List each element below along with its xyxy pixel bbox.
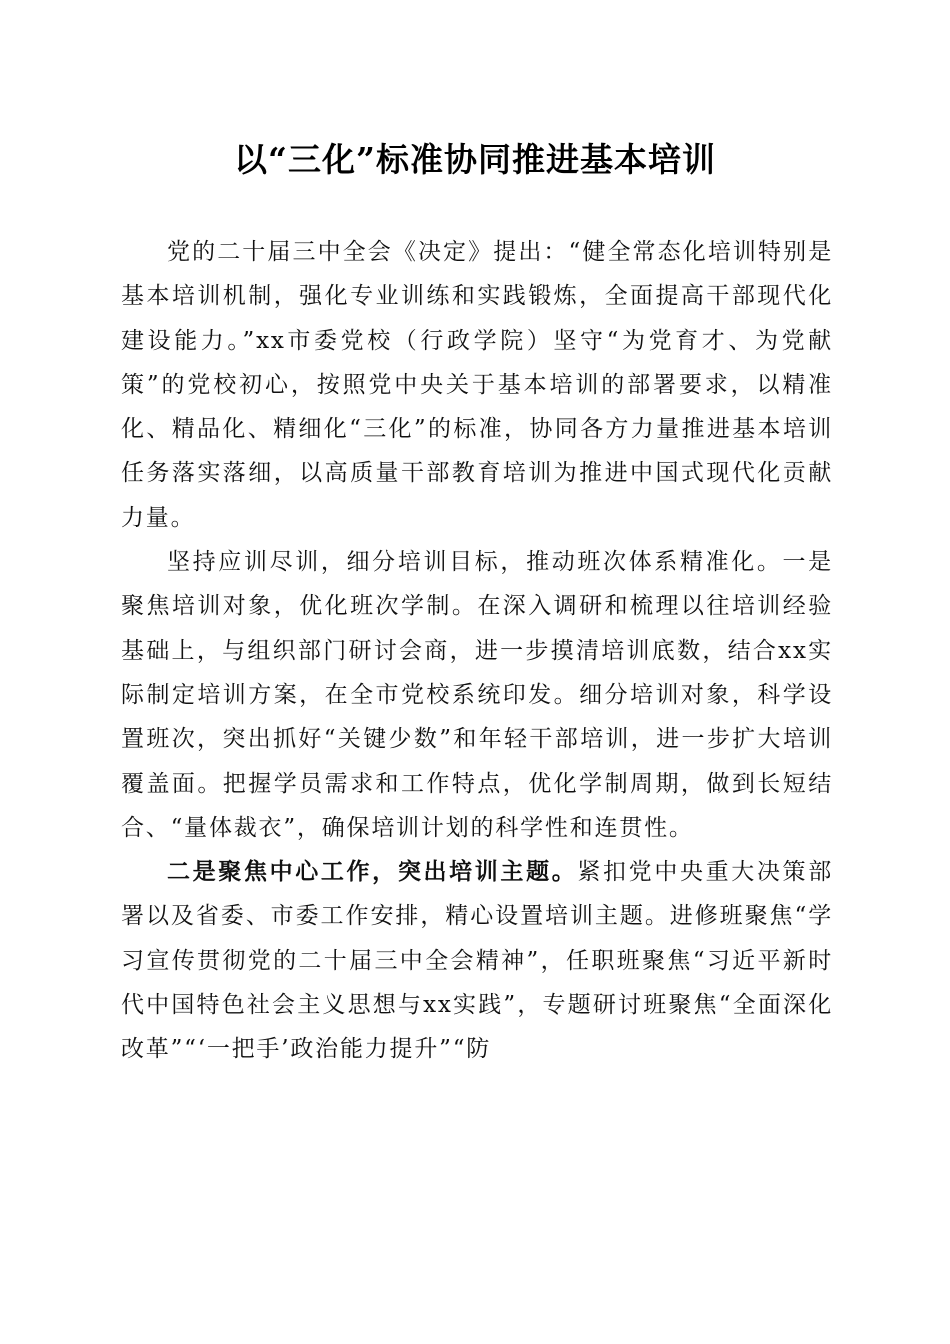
paragraph-3: [121, 850, 833, 1071]
paragraph-1-text: 党的二十届三中全会《决定》提出：“健全常态化培训特别是基本培训机制，强化专业训练和实践锻炼，全面提高干部现代化建设能力。”xx市委党校（行政学院）坚守“为党育才、为党献策”的党校初心，按照党中央关于基本培训的部署要求，以精准化、精品化、精细化“三化”的标准，协同各方力量推进基本培训任务落实落细，以高质量干部教育培训为推进中国式现代化贡献力量。: [121, 239, 833, 531]
paragraph-2-text: 坚持应训尽训，细分培训目标，推动班次体系精准化。一是聚焦培训对象，优化班次学制。在深入调研和梳理以往培训经验基础上，与组织部门研讨会商，进一步摸清培训底数，结合xx实际制定培训方案，在全市党校系统印发。细分培训对象，科学设置班次，突出抓好“关键少数”和年轻干部培训，进一步扩大培训覆盖面。把握学员需求和工作特点，优化学制周期，做到长短结合、“量体裁衣”，确保培训计划的科学性和连贯性。: [121, 549, 833, 841]
paragraph-3-lead: 二是聚焦中心工作，突出培训主题。: [167, 858, 578, 886]
document-title: 以“三化”标准协同推进基本培训: [234, 140, 716, 179]
paragraph-3-text: 紧扣党中央重大决策部署以及省委、市委工作安排，精心设置培训主题。进修班聚焦“学习宣传贯彻党的二十届三中全会精神”，任职班聚焦“习近平新时代中国特色社会主义思想与xx实践”，专题研讨班聚焦“全面深化改革”“‘一把手’政治能力提升”“防: [121, 859, 834, 1063]
paragraph-1: [121, 230, 833, 540]
document-body: [121, 230, 833, 1072]
paragraph-2: [121, 540, 833, 850]
